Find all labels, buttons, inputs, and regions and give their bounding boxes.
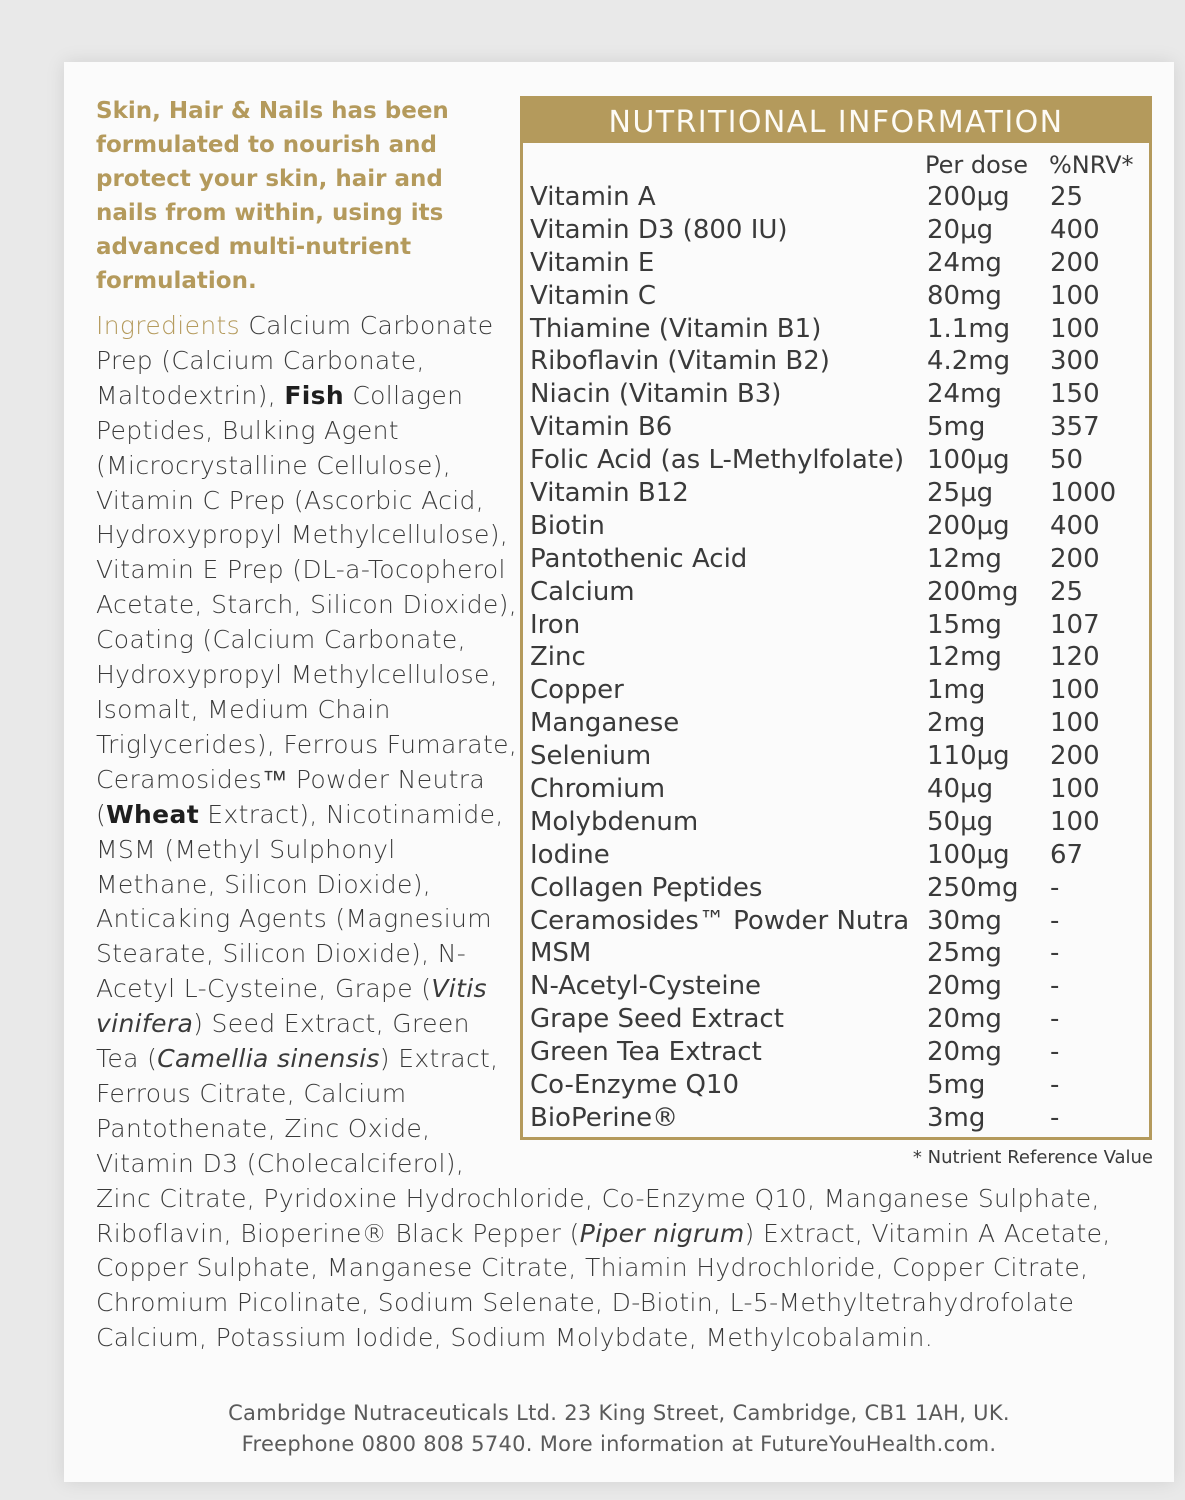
- nutrient-nrv: -: [1050, 872, 1060, 903]
- nutrition-column-headers: [523, 149, 1149, 182]
- nutrient-dose: 200mg: [927, 576, 1019, 607]
- nutrient-name: Iodine: [530, 839, 610, 870]
- nutrient-row: [530, 411, 1150, 444]
- nutrient-name: Vitamin D3 (800 IU): [530, 214, 788, 245]
- nutrient-nrv: 400: [1050, 214, 1100, 245]
- latin-piper: Piper nigrum: [579, 1218, 745, 1248]
- nutrient-nrv: 107: [1050, 609, 1100, 640]
- nutrient-name: BioPerine®: [530, 1102, 679, 1133]
- intro-text: Skin, Hair & Nails has been formulated to nourish and protect your skin, hair and nails from within, using its advanced multi-nutrient formulation.: [96, 98, 449, 294]
- nutrient-nrv: 1000: [1050, 478, 1117, 509]
- nutrient-nrv: 100: [1050, 313, 1100, 344]
- nutrient-dose: 250mg: [927, 872, 1019, 903]
- nutrition-panel: [520, 96, 1152, 1140]
- nutrition-rows: [530, 181, 1150, 1135]
- nutrient-row: [530, 313, 1150, 346]
- ingredients-text-2: Collagen Peptides, Bulking Agent (Microcrystalline Cellulose), Vitamin C Prep (Ascorbic Acid, Hydroxypropyl Methylcellulose), Vitamin E Prep (DL-a-Tocopherol Acetate, Starch, Silicon Dioxide), Coating (Calcium Carbonate, Hydroxypropyl Methylcellulose, Isomalt, Medium Chain Triglycerides), Ferrous Fumarate, Ceramosides™ Powder Neutra (: [96, 380, 518, 829]
- nutrient-nrv: 100: [1050, 675, 1100, 706]
- nutrient-name: Pantothenic Acid: [530, 543, 748, 574]
- nutrient-dose: 20mg: [927, 971, 1002, 1002]
- nutrient-row: [530, 1036, 1150, 1069]
- col-per-dose: Per dose: [925, 151, 1029, 179]
- nutrient-row: [530, 905, 1150, 938]
- nutrient-row: [530, 872, 1150, 905]
- nutrient-row: [530, 1003, 1150, 1036]
- nutrient-nrv: -: [1050, 1004, 1060, 1035]
- nutrient-row: [530, 280, 1150, 313]
- nutrient-name: Collagen Peptides: [530, 872, 763, 903]
- nutrient-nrv: 300: [1050, 346, 1100, 377]
- nutrient-row: [530, 181, 1150, 214]
- nutrient-dose: 15mg: [927, 609, 1002, 640]
- nutrient-row: [530, 937, 1150, 970]
- nutrient-dose: 2mg: [927, 708, 986, 739]
- nutrient-nrv: 200: [1050, 741, 1100, 772]
- nutrient-nrv: -: [1050, 1102, 1060, 1133]
- nutrient-row: [530, 247, 1150, 280]
- nutrient-nrv: 400: [1050, 510, 1100, 541]
- nutrient-row: [530, 773, 1150, 806]
- nutrient-dose: 20mg: [927, 1004, 1002, 1035]
- nutrient-nrv: -: [1050, 1070, 1060, 1101]
- nutrient-dose: 100µg: [927, 839, 1010, 870]
- ingredients-text-1: Calcium Carbonate Prep (Calcium Carbonate, Maltodextrin),: [96, 311, 494, 410]
- nutrient-nrv: 100: [1050, 708, 1100, 739]
- nutrient-dose: 5mg: [927, 412, 986, 443]
- nutrient-nrv: -: [1050, 1037, 1060, 1068]
- nutrient-name: Niacin (Vitamin B3): [530, 379, 782, 410]
- nutrient-row: [530, 576, 1150, 609]
- nutrient-nrv: 120: [1050, 642, 1100, 673]
- nutrient-name: Selenium: [530, 741, 652, 772]
- nutrient-name: Zinc: [530, 642, 586, 673]
- nutrient-row: [530, 740, 1150, 773]
- allergen-fish: Fish: [284, 380, 345, 410]
- nutrient-dose: 20mg: [927, 1037, 1002, 1068]
- nrv-footnote: * Nutrient Reference Value: [912, 1147, 1153, 1168]
- latin-camellia: Camellia sinensis: [157, 1044, 380, 1074]
- nutrient-dose: 30mg: [927, 905, 1002, 936]
- nutrient-name: Green Tea Extract: [530, 1037, 762, 1068]
- nutrient-dose: 25µg: [927, 478, 994, 509]
- nutrient-dose: 110µg: [927, 741, 1010, 772]
- nutrient-name: MSM: [530, 938, 592, 969]
- nutrient-name: Vitamin A: [530, 182, 656, 212]
- nutrient-dose: 5mg: [927, 1070, 986, 1101]
- nutrient-name: Vitamin B12: [530, 478, 689, 509]
- nutrient-dose: 4.2mg: [927, 346, 1011, 377]
- nutrient-row: [530, 510, 1150, 543]
- nutrient-nrv: 25: [1050, 576, 1084, 607]
- nutrient-row: [530, 477, 1150, 510]
- nutrient-name: Copper: [530, 675, 624, 706]
- nutrient-name: Calcium: [530, 576, 635, 607]
- nutrient-nrv: 357: [1050, 412, 1100, 443]
- nutrient-dose: 24mg: [927, 247, 1002, 278]
- nutrient-row: [530, 1069, 1150, 1102]
- nutrient-nrv: 200: [1050, 543, 1100, 574]
- nutrient-row: [530, 609, 1150, 642]
- nutrient-nrv: -: [1050, 905, 1060, 936]
- nutrient-dose: 200µg: [927, 182, 1010, 212]
- nutrient-dose: 3mg: [927, 1102, 986, 1133]
- nutrient-row: [530, 970, 1150, 1003]
- ingredients-text-5: ) Extract, Ferrous Citrate, Calcium Pantothenate, Zinc Oxide, Vitamin D3 (Cholecalciferol), Zinc Citrate, Pyridoxine Hydrochloride, Co-Enzyme Q10, Manganese Sulphate, Riboflavin, Bioperine® Black Pepper (: [96, 1044, 1100, 1248]
- nutrient-row: [530, 345, 1150, 378]
- nutrient-dose: 12mg: [927, 642, 1002, 673]
- nutrient-name: Vitamin E: [530, 247, 655, 278]
- nutrient-row: [530, 641, 1150, 674]
- nutrient-nrv: -: [1050, 971, 1060, 1002]
- nutrient-nrv: 150: [1050, 379, 1100, 410]
- nutrient-row: [530, 674, 1150, 707]
- nutrition-title: NUTRITIONAL INFORMATION: [523, 99, 1149, 143]
- nutrient-name: Vitamin C: [530, 280, 657, 311]
- nutrient-nrv: 67: [1050, 839, 1084, 870]
- nutrient-dose: 1mg: [927, 675, 986, 706]
- ingredients-text-6: ) Extract, Vitamin A Acetate, Copper Sulphate, Manganese Citrate, Thiamin Hydrochloride, Copper Citrate, Chromium Picolinate, Sodium Selenate, D-Biotin, L-5-Methyltetrahydrofolate Calcium, Potassium Iodide, Sodium Molybdate, Methylcobalamin.: [96, 1218, 1111, 1353]
- nutrient-name: Biotin: [530, 510, 605, 541]
- nutrient-row: [530, 1102, 1150, 1135]
- nutrient-row: [530, 839, 1150, 872]
- nutrient-nrv: 25: [1050, 182, 1084, 212]
- nutrient-dose: 40µg: [927, 774, 994, 805]
- nutrient-name: Ceramosides™ Powder Nutra: [530, 905, 910, 936]
- latin-vitis: Vitis vinifera: [96, 974, 487, 1039]
- nutrient-row: [530, 378, 1150, 411]
- nutrient-nrv: -: [1050, 938, 1060, 969]
- nutrient-nrv: 200: [1050, 247, 1100, 278]
- nutrient-name: Folic Acid (as L-Methylfolate): [530, 445, 905, 476]
- ingredients-heading: Ingredients: [96, 311, 241, 340]
- nutrient-dose: 200µg: [927, 510, 1010, 541]
- nutrient-name: Riboflavin (Vitamin B2): [530, 346, 830, 377]
- nutrient-dose: 80mg: [927, 280, 1002, 311]
- nutrient-dose: 50µg: [927, 806, 994, 837]
- nutrient-row: [530, 444, 1150, 477]
- col-nrv: %NRV*: [1049, 151, 1134, 179]
- nutrient-nrv: 50: [1050, 445, 1084, 476]
- ingredients-text-4: ) Seed Extract, Green Tea (: [96, 1009, 470, 1074]
- nutrient-name: Co-Enzyme Q10: [530, 1070, 740, 1101]
- nutrient-row: [530, 214, 1150, 247]
- nutrient-row: [530, 806, 1150, 839]
- nutrient-name: Iron: [530, 609, 581, 640]
- nutrient-nrv: 100: [1050, 774, 1100, 805]
- footer-address: Cambridge Nutraceuticals Ltd. 23 King Street, Cambridge, CB1 1AH, UK.: [228, 1401, 1010, 1425]
- nutrient-dose: 20µg: [927, 214, 994, 245]
- nutrient-dose: 24mg: [927, 379, 1002, 410]
- allergen-wheat: Wheat: [106, 799, 200, 829]
- nutrient-row: [530, 707, 1150, 740]
- nutrient-dose: 25mg: [927, 938, 1002, 969]
- nutrient-dose: 1.1mg: [927, 313, 1011, 344]
- nutrient-name: Chromium: [530, 774, 666, 805]
- nutrient-name: Manganese: [530, 708, 680, 739]
- nutrient-nrv: 100: [1050, 280, 1100, 311]
- footer-contact: Freephone 0800 808 5740. More information at FutureYouHealth.com.: [241, 1432, 997, 1456]
- nutrient-name: Thiamine (Vitamin B1): [530, 313, 822, 344]
- nutrient-name: Grape Seed Extract: [530, 1004, 784, 1035]
- nutrient-row: [530, 543, 1150, 576]
- nutrient-name: Molybdenum: [530, 806, 699, 837]
- ingredients-text-3: Extract), Nicotinamide, MSM (Methyl Sulphonyl Methane, Silicon Dioxide), Anticaking Agents (Magnesium Stearate, Silicon Dioxide), N-Acetyl L-Cysteine, Grape (: [96, 799, 504, 1004]
- nutrient-name: Vitamin B6: [530, 412, 673, 443]
- nutrient-dose: 12mg: [927, 543, 1002, 574]
- nutrient-dose: 100µg: [927, 445, 1010, 476]
- nutrient-nrv: 100: [1050, 806, 1100, 837]
- nutrient-name: N-Acetyl-Cysteine: [530, 971, 762, 1002]
